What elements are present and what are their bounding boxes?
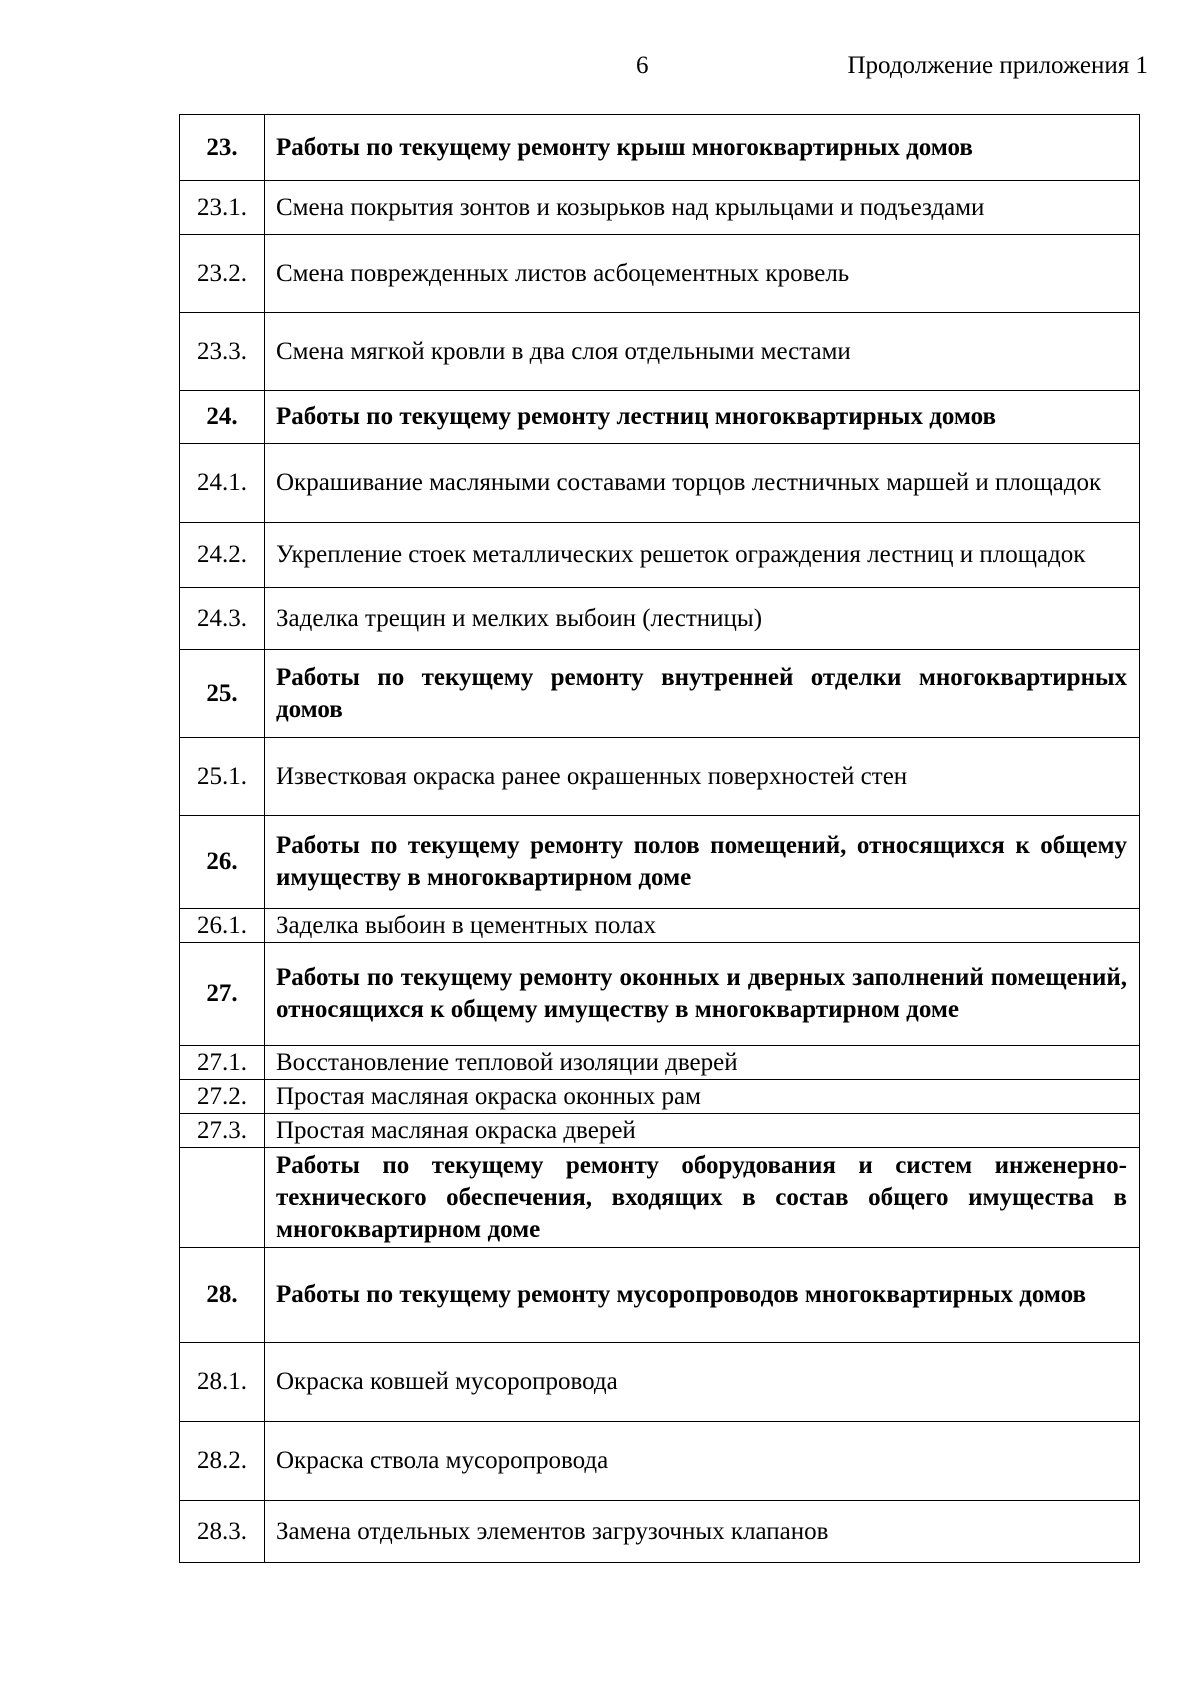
work-item-description: Укрепление стоек металлических решеток ограждения лестниц и площадок <box>265 523 1140 588</box>
item-number: 24. <box>180 391 265 444</box>
page-number: 6 <box>636 52 649 79</box>
table-row <box>180 1148 1140 1248</box>
item-number: 23. <box>180 115 265 181</box>
table-row <box>180 1248 1140 1343</box>
table-row <box>180 523 1140 588</box>
item-number: 28.3. <box>180 1501 265 1563</box>
item-number: 25.1. <box>180 738 265 816</box>
work-item-description: Смена поврежденных листов асбоцементных кровель <box>265 235 1140 313</box>
work-item-description: Окраска ствола мусоропровода <box>265 1422 1140 1501</box>
table-row <box>180 1501 1140 1563</box>
work-item-description: Замена отдельных элементов загрузочных клапанов <box>265 1501 1140 1563</box>
work-item-description: Окраска ковшей мусоропровода <box>265 1343 1140 1422</box>
table-row <box>180 181 1140 235</box>
table-row <box>180 1046 1140 1080</box>
item-number: 28.2. <box>180 1422 265 1501</box>
table-row <box>180 1343 1140 1422</box>
work-item-description: Окрашивание масляными составами торцов лестничных маршей и площадок <box>265 444 1140 523</box>
table-row <box>180 1114 1140 1148</box>
appendix-continuation-label: Продолжение приложения 1 <box>847 52 1148 79</box>
item-number: 28. <box>180 1248 265 1343</box>
item-number: 26.1. <box>180 909 265 943</box>
table-row <box>180 650 1140 738</box>
work-item-description: Заделка выбоин в цементных полах <box>265 909 1140 943</box>
table-row <box>180 1422 1140 1501</box>
item-number: 27.2. <box>180 1080 265 1114</box>
item-number: 28.1. <box>180 1343 265 1422</box>
section-title: Работы по текущему ремонту оборудования и систем инженерно-технического обеспечения, входящих в состав общего имущества в многоквартирном доме <box>265 1148 1140 1248</box>
item-number: 23.2. <box>180 235 265 313</box>
item-number: 23.3. <box>180 313 265 391</box>
work-item-description: Простая масляная окраска оконных рам <box>265 1080 1140 1114</box>
work-item-description: Смена покрытия зонтов и козырьков над крыльцами и подъездами <box>265 181 1140 235</box>
section-title: Работы по текущему ремонту внутренней отделки многоквартирных домов <box>265 650 1140 738</box>
table-row <box>180 313 1140 391</box>
works-table <box>179 114 1140 1563</box>
item-number: 24.2. <box>180 523 265 588</box>
table-row <box>180 115 1140 181</box>
item-number: 23.1. <box>180 181 265 235</box>
item-number: 27.1. <box>180 1046 265 1080</box>
table-row <box>180 588 1140 650</box>
table-row <box>180 738 1140 816</box>
item-number: 24.3. <box>180 588 265 650</box>
table-row <box>180 444 1140 523</box>
work-item-description: Простая масляная окраска дверей <box>265 1114 1140 1148</box>
work-item-description: Заделка трещин и мелких выбоин (лестницы) <box>265 588 1140 650</box>
item-number: 27. <box>180 943 265 1046</box>
table-row <box>180 909 1140 943</box>
work-item-description: Известковая окраска ранее окрашенных поверхностей стен <box>265 738 1140 816</box>
table-row <box>180 1080 1140 1114</box>
table-row <box>180 816 1140 909</box>
section-title: Работы по текущему ремонту крыш многоквартирных домов <box>265 115 1140 181</box>
table-row <box>180 235 1140 313</box>
works-table-body <box>180 115 1140 1563</box>
section-title: Работы по текущему ремонту оконных и дверных заполнений помещений, относящихся к общему имуществу в многоквартирном доме <box>265 943 1140 1046</box>
table-row <box>180 943 1140 1046</box>
table-row <box>180 391 1140 444</box>
item-number: 27.3. <box>180 1114 265 1148</box>
item-number: 24.1. <box>180 444 265 523</box>
section-title: Работы по текущему ремонту полов помещений, относящихся к общему имуществу в многоквартирном доме <box>265 816 1140 909</box>
work-item-description: Восстановление тепловой изоляции дверей <box>265 1046 1140 1080</box>
item-number: 26. <box>180 816 265 909</box>
section-title: Работы по текущему ремонту мусоропроводов многоквартирных домов <box>265 1248 1140 1343</box>
section-title: Работы по текущему ремонту лестниц многоквартирных домов <box>265 391 1140 444</box>
item-number <box>180 1148 265 1248</box>
work-item-description: Смена мягкой кровли в два слоя отдельными местами <box>265 313 1140 391</box>
item-number: 25. <box>180 650 265 738</box>
